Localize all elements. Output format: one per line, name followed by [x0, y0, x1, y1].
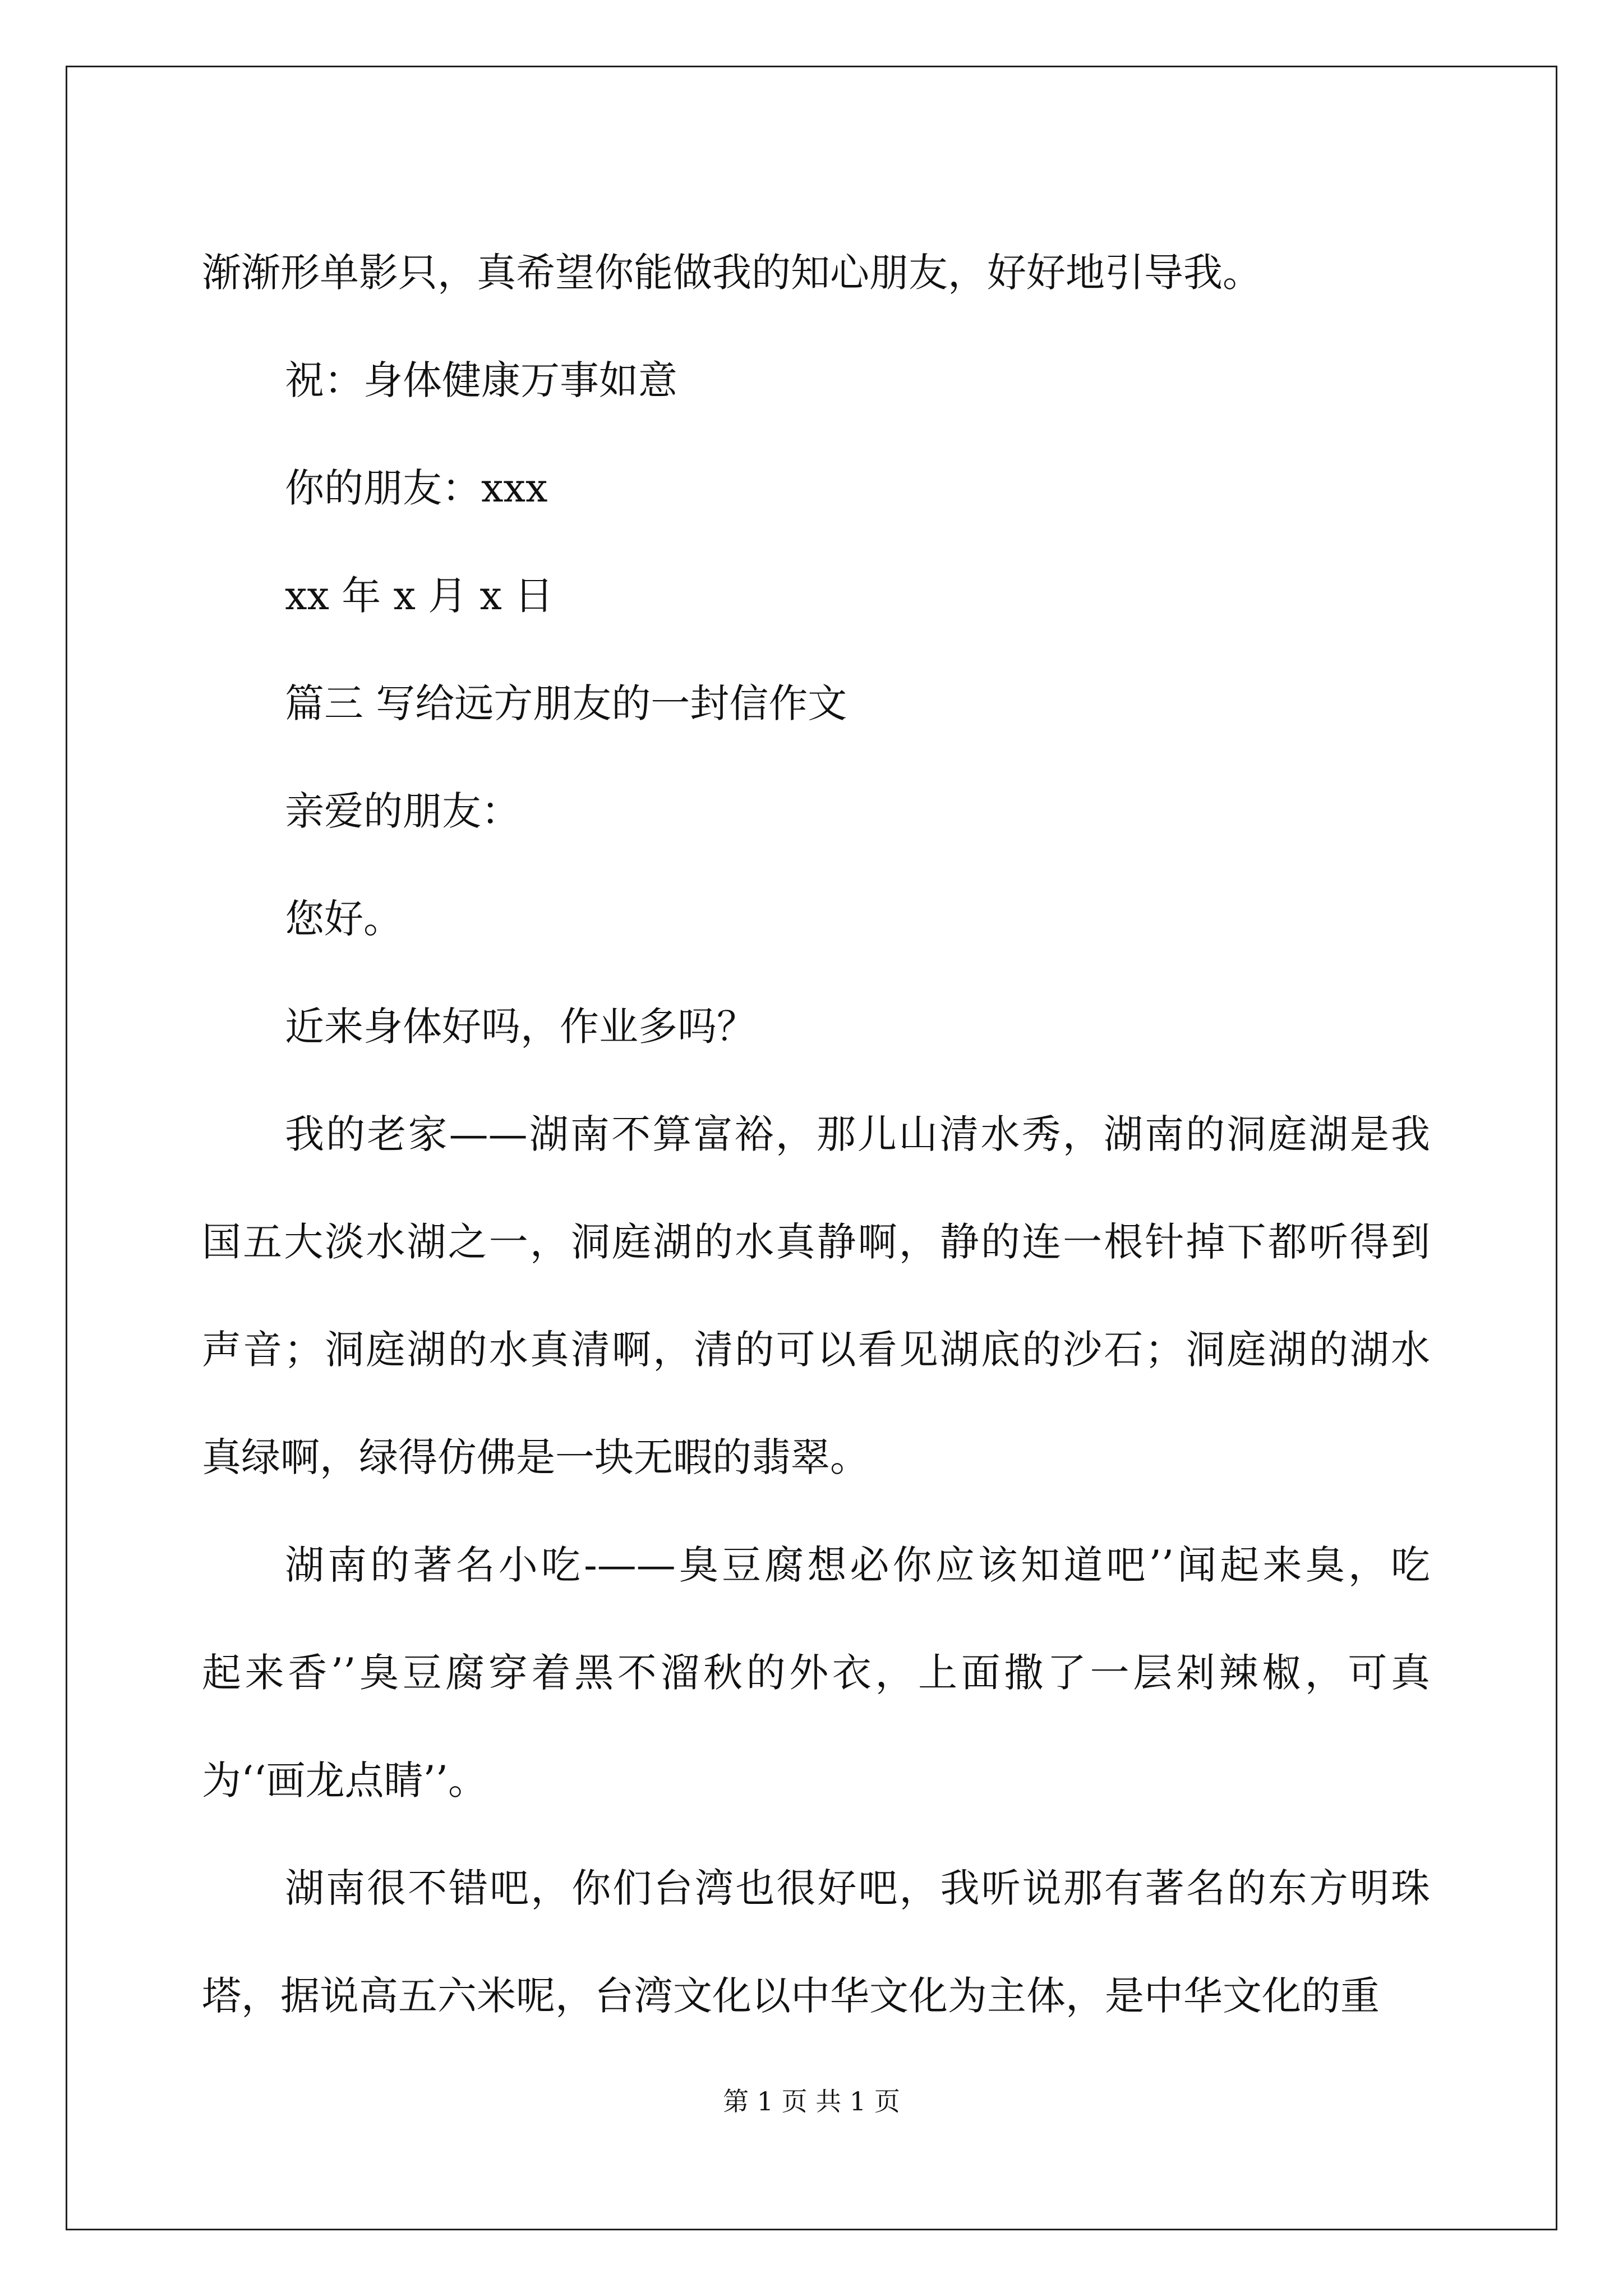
paragraph	[202, 973, 1430, 1080]
text-line: 湖南很不错吧，你们台湾也很好吧，我听说那有著名的东方明珠	[285, 1865, 1430, 1911]
text-line: 渐渐形单影只，真希望你能做我的知心朋友，好好地引导我。	[202, 250, 1262, 296]
text-line: 声音；洞庭湖的水真清啊，清的可以看见湖底的沙石；洞庭湖的湖水	[202, 1327, 1430, 1373]
text-line: 你的朋友：xxx	[285, 465, 548, 511]
paragraph	[202, 650, 1430, 757]
text-line: 亲爱的朋友：	[285, 788, 520, 834]
paragraph	[202, 219, 1430, 326]
paragraph	[202, 326, 1430, 434]
paragraph	[202, 542, 1430, 650]
text-line: 篇三 写给远方朋友的一封信作文	[285, 680, 847, 726]
paragraph	[202, 757, 1430, 865]
paragraph	[202, 1511, 1430, 1834]
document-body	[202, 219, 1430, 2050]
text-line: 国五大淡水湖之一，洞庭湖的水真静啊，静的连一根针掉下都听得到	[202, 1219, 1430, 1265]
text-line: 为‘‘画龙点睛’’。	[202, 1757, 488, 1803]
text-line: 起来香’’臭豆腐穿着黑不溜秋的外衣，上面撒了一层剁辣椒，可真	[202, 1650, 1430, 1696]
paragraph	[202, 1080, 1430, 1511]
paragraph	[202, 434, 1430, 542]
paragraph	[202, 1834, 1430, 2050]
page-footer: 第 1 页 共 1 页	[723, 2086, 900, 2116]
text-line: 近来身体好吗，作业多吗？	[285, 1004, 756, 1050]
text-line: 您好。	[285, 896, 403, 942]
text-line: 塔，据说高五六米呢，台湾文化以中华文化为主体，是中华文化的重	[202, 1973, 1380, 2019]
text-line: xx 年 x 月 x 日	[285, 573, 554, 619]
text-line: 我的老家——湖南不算富裕，那儿山清水秀，湖南的洞庭湖是我	[285, 1111, 1430, 1157]
text-line: 湖南的著名小吃-——臭豆腐想必你应该知道吧’’闻起来臭，吃	[285, 1542, 1430, 1588]
text-line: 祝：身体健康万事如意	[285, 357, 677, 403]
text-line: 真绿啊，绿得仿佛是一块无暇的翡翠。	[202, 1434, 869, 1480]
paragraph	[202, 865, 1430, 973]
